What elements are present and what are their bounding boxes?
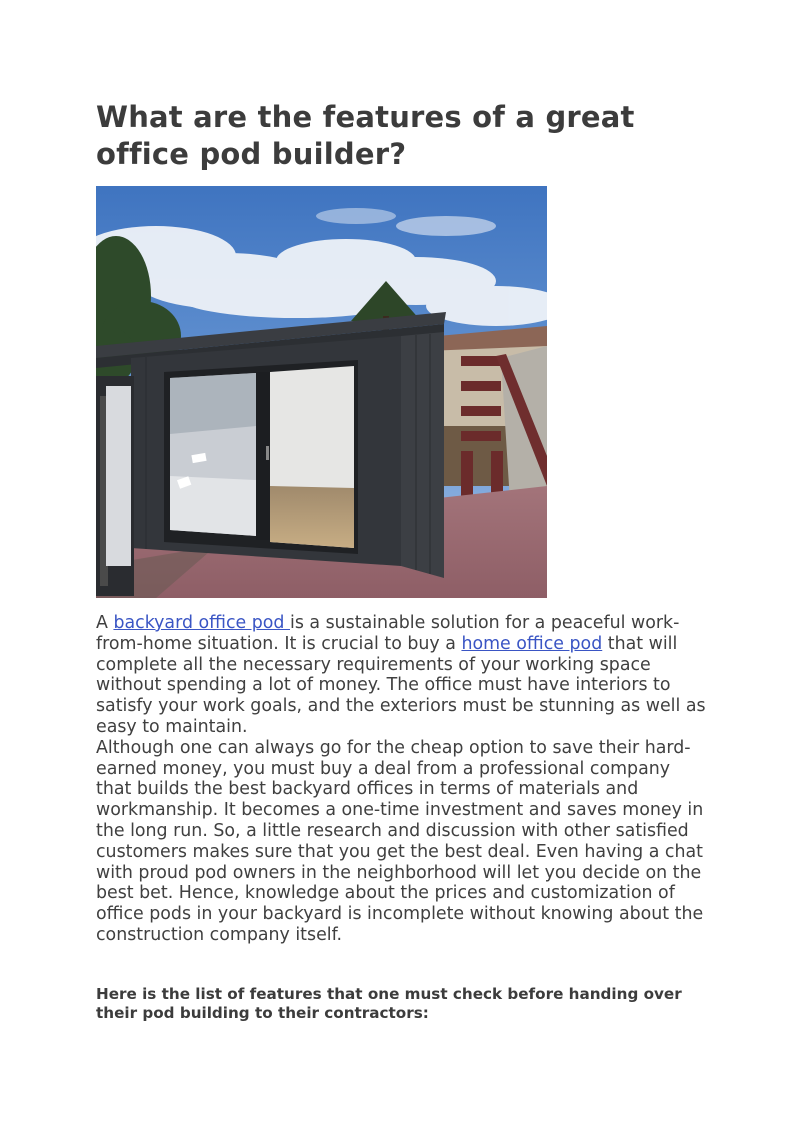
intro-text-3: that will complete all the necessary requirements of your working space without spending a lot of money. The office must have interiors to satisfy your work goals, and the exteriors must be stunning as well as easy to maintain. <box>96 633 706 737</box>
intro-paragraph <box>96 613 706 738</box>
second-paragraph: Although one can always go for the cheap option to save their hard-earned money, you must buy a deal from a professional company that builds the best backyard offices in terms of materials and workmanship. It becomes a one-time investment and saves money in the long run. So, a little research and discussion with other satisfied customers makes sure that you get the best deal. Even having a chat with proud pod owners in the neighborhood will let you decide on the best bet. Hence, knowledge about the prices and customization of office pods in your backyard is incomplete without knowing about the construction company itself. <box>96 737 704 945</box>
office-pod-photo <box>96 186 547 598</box>
home-office-pod-link[interactable]: home office pod <box>461 633 603 654</box>
backyard-office-pod-link[interactable]: backyard office pod <box>113 613 290 633</box>
article-title: What are the features of a great office pod builder? <box>96 100 635 171</box>
article-body <box>96 613 706 946</box>
intro-text-2: is a sustainable solution for a peaceful work-from-home situation. It is crucial to buy a <box>96 613 680 654</box>
intro-text-1: A <box>96 613 114 633</box>
feature-list-intro: Here is the list of features that one must check before handing over their pod building to their contractors: <box>96 985 682 1022</box>
